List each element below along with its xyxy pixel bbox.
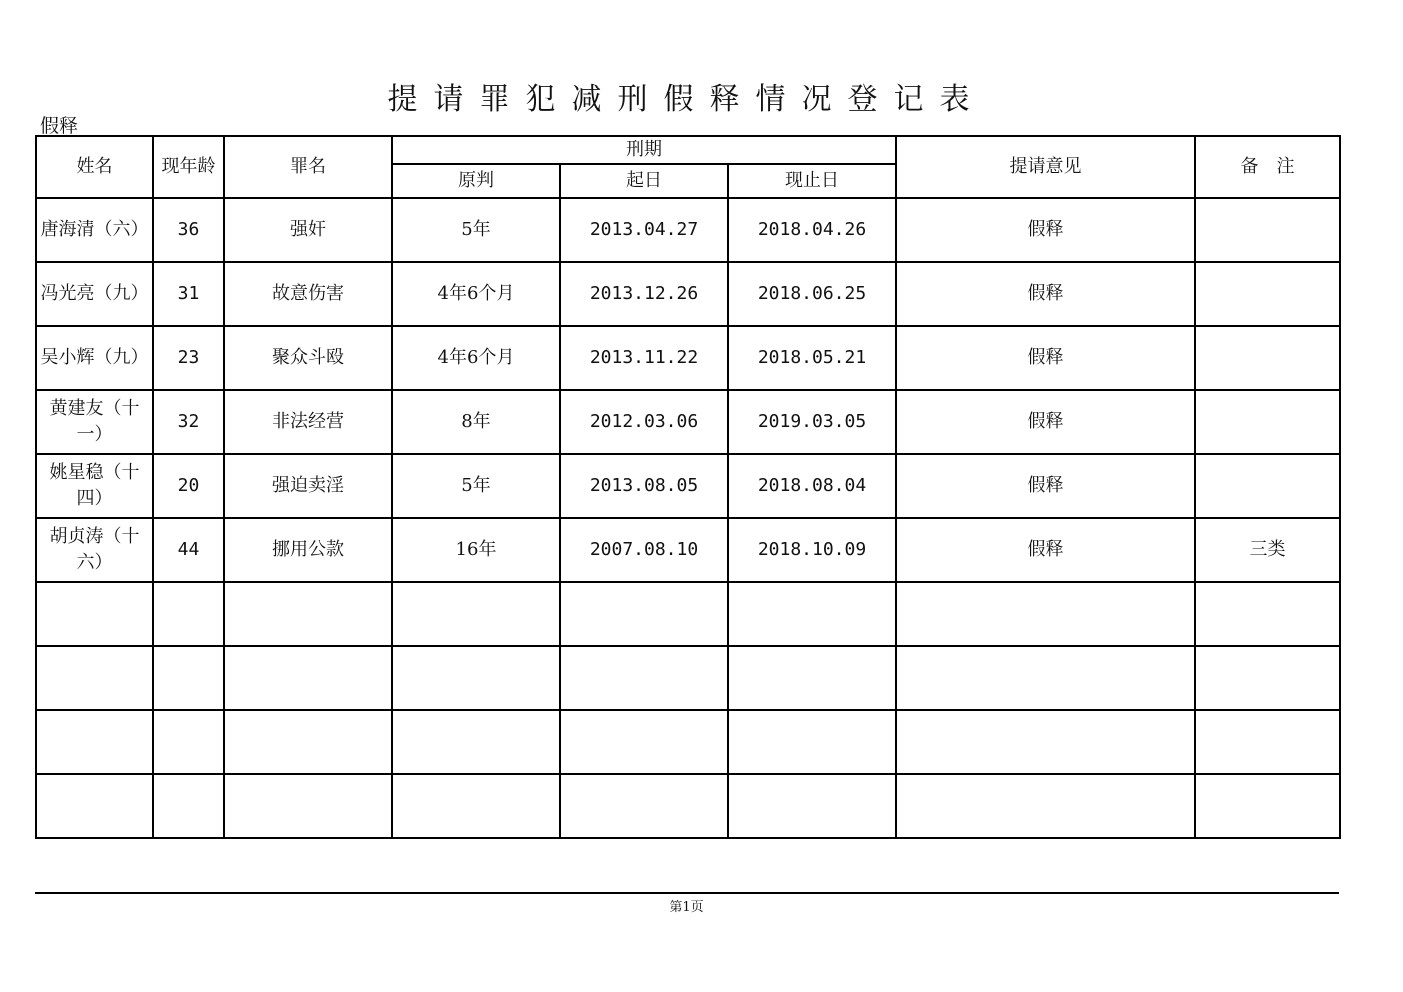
cell-age: 31 bbox=[153, 262, 224, 326]
empty-cell bbox=[36, 710, 153, 774]
empty-cell bbox=[896, 646, 1195, 710]
empty-cell bbox=[224, 582, 392, 646]
empty-cell bbox=[1195, 710, 1340, 774]
cell-name: 胡贞涛（十六） bbox=[36, 518, 153, 582]
cell-opinion: 假释 bbox=[896, 518, 1195, 582]
cell-age: 44 bbox=[153, 518, 224, 582]
empty-cell bbox=[1195, 646, 1340, 710]
empty-cell bbox=[224, 710, 392, 774]
empty-cell bbox=[392, 646, 560, 710]
empty-cell bbox=[153, 646, 224, 710]
cell-name: 唐海清（六） bbox=[36, 198, 153, 262]
cell-remark bbox=[1195, 390, 1340, 454]
cell-start-date: 2012.03.06 bbox=[560, 390, 728, 454]
cell-remark bbox=[1195, 262, 1340, 326]
cell-remark bbox=[1195, 326, 1340, 390]
cell-original-sentence: 5年 bbox=[392, 454, 560, 518]
table-row bbox=[36, 326, 1340, 390]
cell-remark bbox=[1195, 198, 1340, 262]
cell-original-sentence: 4年6个月 bbox=[392, 326, 560, 390]
empty-cell bbox=[560, 774, 728, 838]
empty-cell bbox=[728, 774, 896, 838]
cell-end-date: 2018.06.25 bbox=[728, 262, 896, 326]
table-row bbox=[36, 518, 1340, 582]
empty-cell bbox=[392, 582, 560, 646]
table-row bbox=[36, 454, 1340, 518]
header-age: 现年龄 bbox=[153, 136, 224, 198]
empty-cell bbox=[728, 582, 896, 646]
cell-original-sentence: 8年 bbox=[392, 390, 560, 454]
cell-start-date: 2007.08.10 bbox=[560, 518, 728, 582]
empty-cell bbox=[36, 582, 153, 646]
empty-cell bbox=[560, 646, 728, 710]
cell-remark: 三类 bbox=[1195, 518, 1340, 582]
empty-cell bbox=[392, 710, 560, 774]
empty-cell bbox=[1195, 582, 1340, 646]
empty-cell bbox=[153, 774, 224, 838]
empty-cell bbox=[224, 774, 392, 838]
table-row bbox=[36, 390, 1340, 454]
table-row bbox=[36, 262, 1340, 326]
cell-start-date: 2013.12.26 bbox=[560, 262, 728, 326]
cell-start-date: 2013.11.22 bbox=[560, 326, 728, 390]
cell-end-date: 2018.10.09 bbox=[728, 518, 896, 582]
cell-original-sentence: 16年 bbox=[392, 518, 560, 582]
header-original-sentence: 原判 bbox=[392, 164, 560, 198]
cell-crime: 强迫卖淫 bbox=[224, 454, 392, 518]
empty-table-row bbox=[36, 710, 1340, 774]
empty-cell bbox=[153, 582, 224, 646]
footer-divider bbox=[35, 892, 1339, 894]
header-row-top bbox=[36, 136, 1340, 164]
cell-opinion: 假释 bbox=[896, 454, 1195, 518]
table-row bbox=[36, 198, 1340, 262]
empty-cell bbox=[36, 646, 153, 710]
cell-name: 冯光亮（九） bbox=[36, 262, 153, 326]
cell-end-date: 2018.04.26 bbox=[728, 198, 896, 262]
empty-cell bbox=[896, 774, 1195, 838]
cell-end-date: 2018.08.04 bbox=[728, 454, 896, 518]
cell-opinion: 假释 bbox=[896, 390, 1195, 454]
cell-name: 黄建友（十一） bbox=[36, 390, 153, 454]
cell-crime: 聚众斗殴 bbox=[224, 326, 392, 390]
empty-cell bbox=[560, 582, 728, 646]
empty-cell bbox=[1195, 774, 1340, 838]
cell-start-date: 2013.08.05 bbox=[560, 454, 728, 518]
cell-original-sentence: 5年 bbox=[392, 198, 560, 262]
cell-opinion: 假释 bbox=[896, 198, 1195, 262]
cell-crime: 挪用公款 bbox=[224, 518, 392, 582]
register-table bbox=[35, 135, 1341, 839]
header-start-date: 起日 bbox=[560, 164, 728, 198]
table-category-label: 假释 bbox=[40, 115, 79, 137]
header-term: 刑期 bbox=[392, 136, 896, 164]
cell-crime: 非法经营 bbox=[224, 390, 392, 454]
empty-table-row bbox=[36, 582, 1340, 646]
cell-name: 吴小辉（九） bbox=[36, 326, 153, 390]
cell-crime: 强奸 bbox=[224, 198, 392, 262]
header-end-date: 现止日 bbox=[728, 164, 896, 198]
header-remark: 备 注 bbox=[1195, 136, 1340, 198]
empty-cell bbox=[392, 774, 560, 838]
empty-cell bbox=[728, 646, 896, 710]
empty-cell bbox=[224, 646, 392, 710]
empty-cell bbox=[896, 710, 1195, 774]
empty-table-row bbox=[36, 646, 1340, 710]
empty-cell bbox=[728, 710, 896, 774]
empty-cell bbox=[36, 774, 153, 838]
empty-cell bbox=[153, 710, 224, 774]
cell-age: 32 bbox=[153, 390, 224, 454]
cell-opinion: 假释 bbox=[896, 262, 1195, 326]
page-number: 第1页 bbox=[669, 900, 704, 915]
cell-remark bbox=[1195, 454, 1340, 518]
cell-original-sentence: 4年6个月 bbox=[392, 262, 560, 326]
empty-table-row bbox=[36, 774, 1340, 838]
cell-age: 20 bbox=[153, 454, 224, 518]
page-title: 提请罪犯减刑假释情况登记表 bbox=[387, 82, 986, 117]
cell-end-date: 2018.05.21 bbox=[728, 326, 896, 390]
cell-name: 姚星稳（十四） bbox=[36, 454, 153, 518]
cell-crime: 故意伤害 bbox=[224, 262, 392, 326]
cell-end-date: 2019.03.05 bbox=[728, 390, 896, 454]
header-name: 姓名 bbox=[36, 136, 153, 198]
header-opinion: 提请意见 bbox=[896, 136, 1195, 198]
cell-opinion: 假释 bbox=[896, 326, 1195, 390]
empty-cell bbox=[560, 710, 728, 774]
cell-age: 36 bbox=[153, 198, 224, 262]
cell-start-date: 2013.04.27 bbox=[560, 198, 728, 262]
empty-cell bbox=[896, 582, 1195, 646]
cell-age: 23 bbox=[153, 326, 224, 390]
header-crime: 罪名 bbox=[224, 136, 392, 198]
